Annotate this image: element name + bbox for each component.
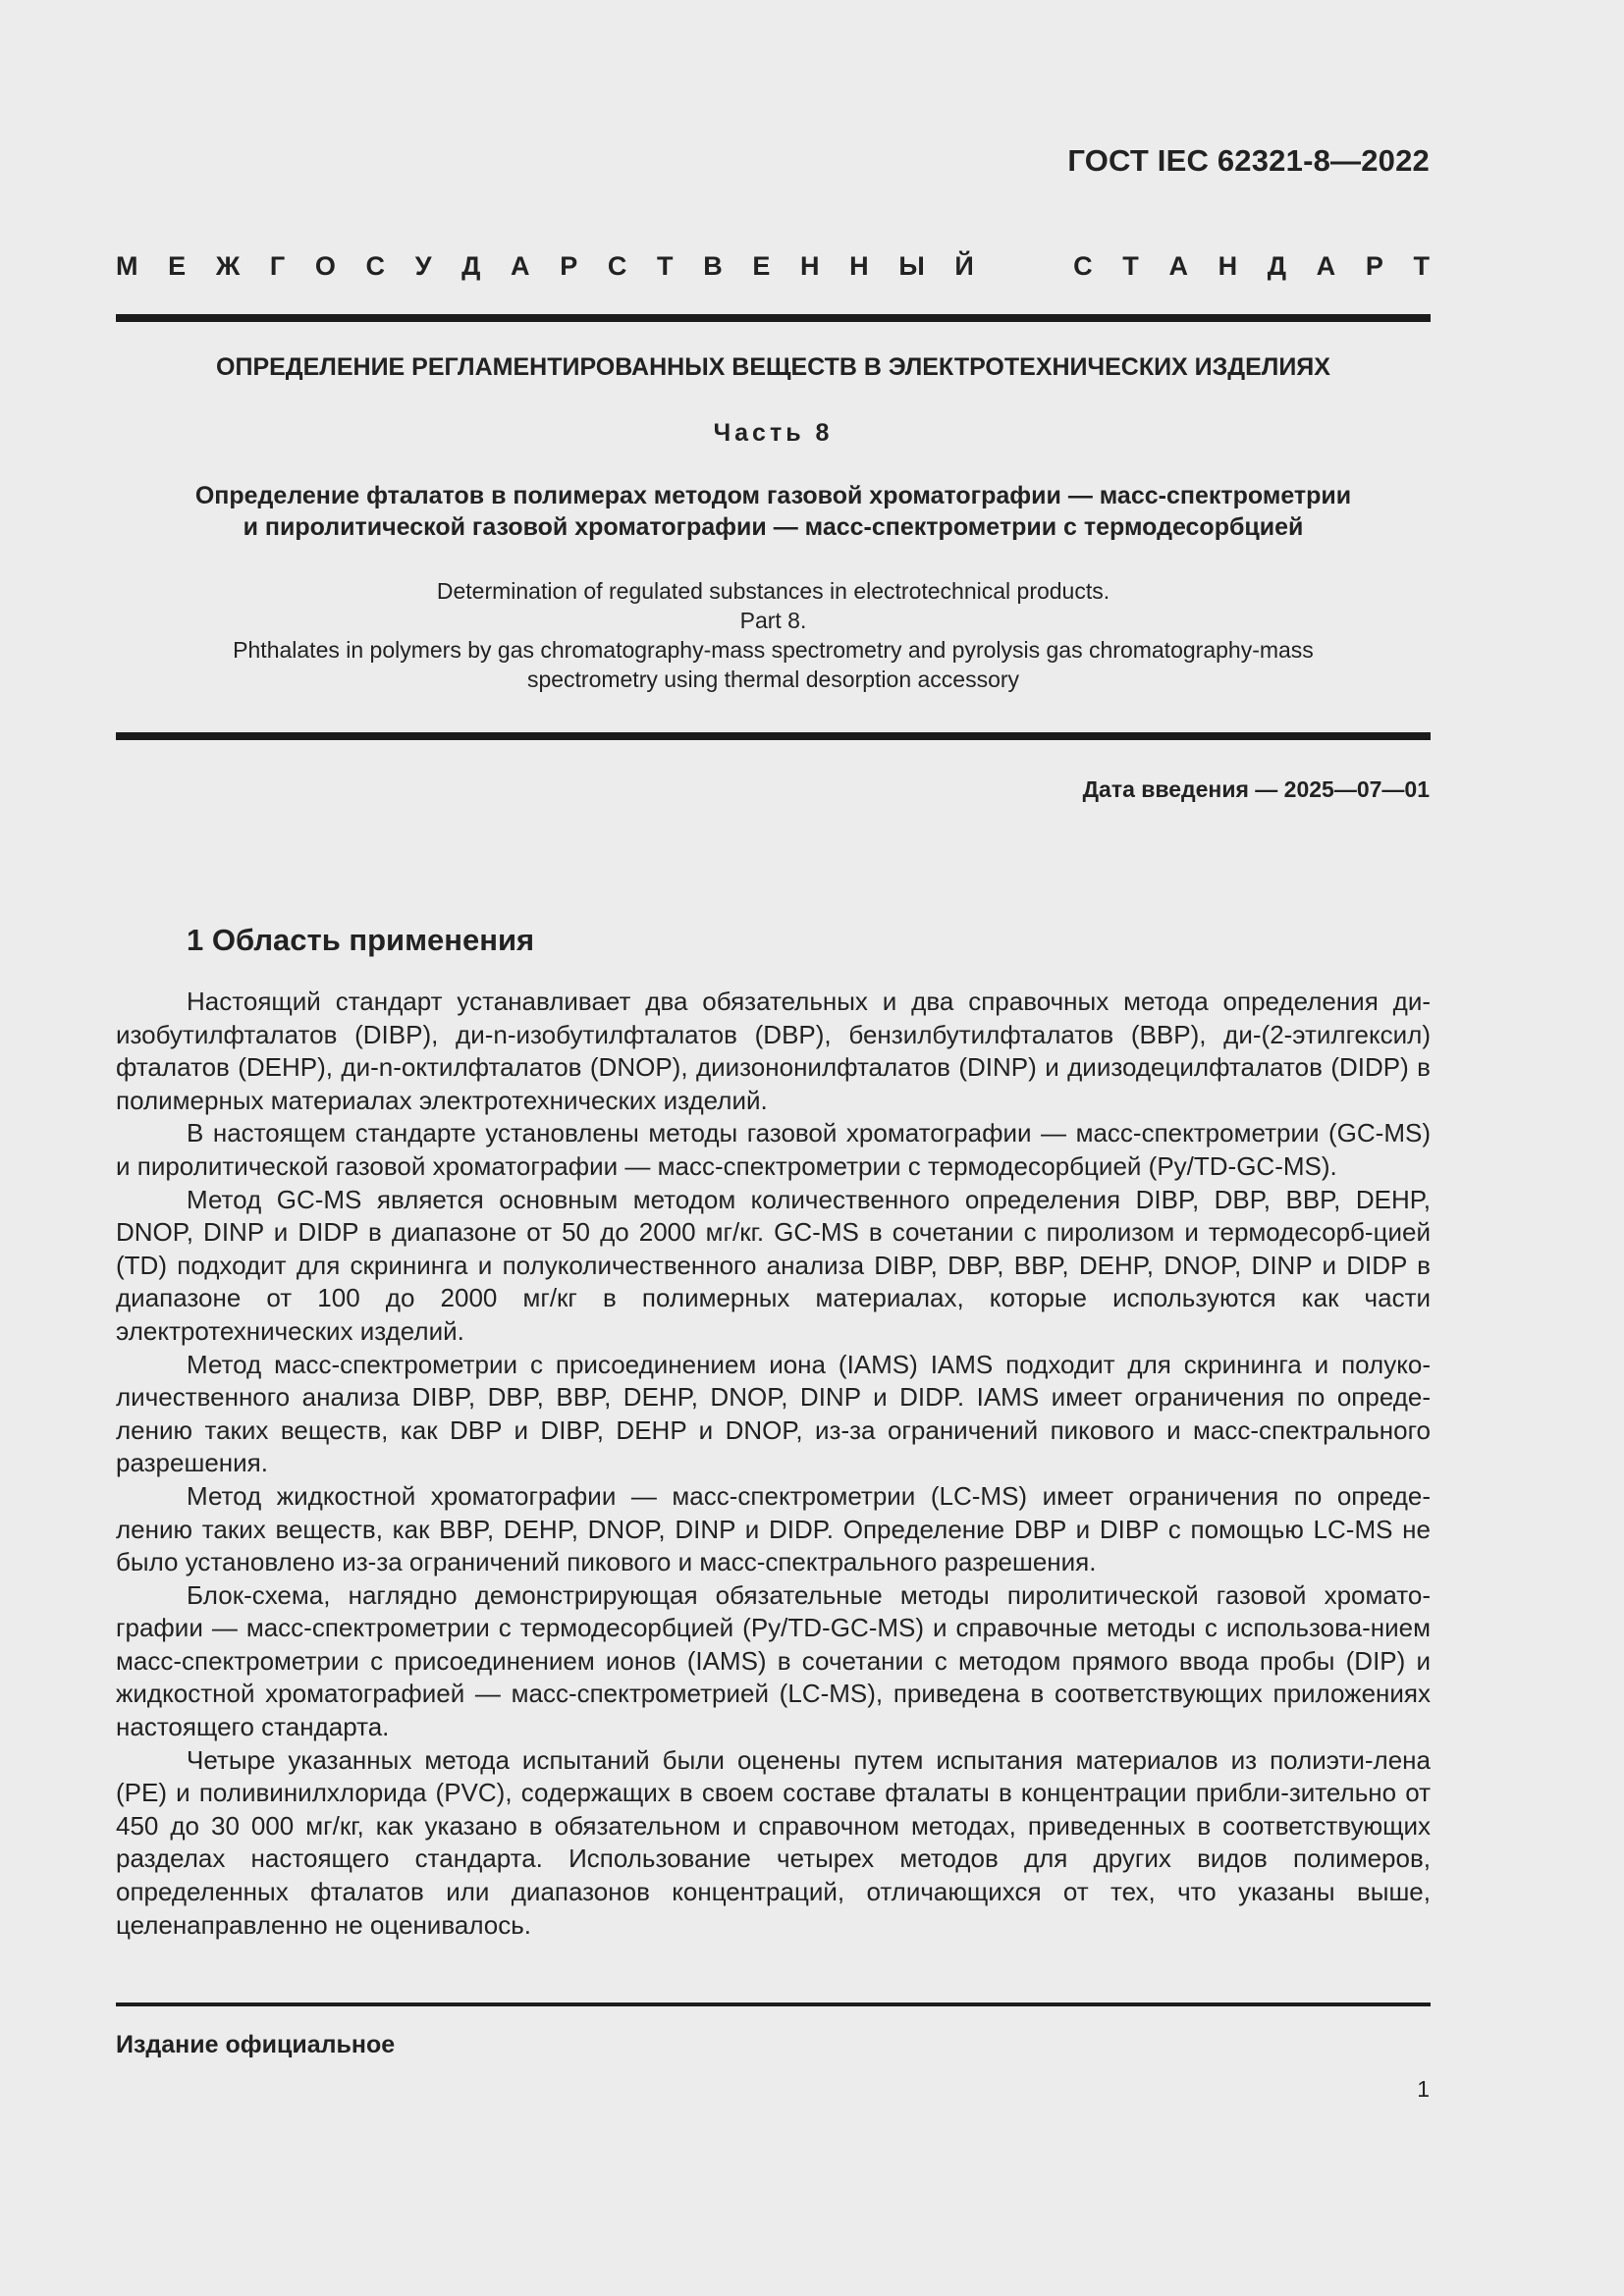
banner-letter: Т: [657, 251, 674, 281]
paragraph: Четыре указанных метода испытаний были оценены путем испытания материалов из полиэти-лена (PE) и поливинилхлорида (PVC), содержащих в своем составе фталаты в концентрации прибли-зительно от 450 до 30 000 мг/кг, как указано в обязательном и справочном методах, приведенных в соответствующих разделах настоящего стандарта. Использование четырех методов для других видов полимеров, определенных фталатов или диапазонов концентраций, отличающихся от тех, что указаны выше, целенаправленно не оценивалось.: [116, 1744, 1431, 1940]
paragraph: Метод GC-MS является основным методом количественного определения DIBP, DBP, BBP, DEHP, DNOP, DINP и DIDP в диапазоне от 50 до 2000 мг/кг. GC-MS в сочетании с пиролизом и термодесорб-цией (TD) подходит для скрининга и полуколичественного анализа DIBP, DBP, BBP, DEHP, DNOP, DINP и DIDP в диапазоне от 100 до 2000 мг/кг в полимерных материалах, которые используются как части электротехнических изделий.: [116, 1184, 1431, 1346]
english-title-line-2: Part 8.: [739, 608, 807, 633]
banner-letter: А: [1168, 251, 1188, 281]
page-number: 1: [1417, 2076, 1430, 2102]
banner-word-gap: [1003, 251, 1043, 282]
english-title-line-1: Determination of regulated substances in electrotechnical products.: [436, 578, 1110, 604]
banner-letter: Й: [954, 251, 974, 281]
part-label: Часть 8: [713, 419, 834, 447]
banner-letter: Н: [800, 251, 820, 281]
subtitle-line-1: Определение фталатов в полимерах методом газовой хроматографии — масс-спектрометрии: [194, 482, 1352, 509]
paragraph: Настоящий стандарт устанавливает два обязательных и два справочных метода определения ди-изобутилфталатов (DIBP), ди-n-изобутилфталатов (DBP), бензилбутилфталатов (BBP), ди-(2-этилгексил) фталатов (DEHP), ди-n-октилфталатов (DNOP), диизононилфталатов (DINP) и диизодецилфталатов (DIDP) в полимерных материалах электротехнических изделий.: [116, 987, 1431, 1115]
banner-letter: С: [607, 251, 627, 281]
introduction-date: Дата введения — 2025—07—01: [1082, 776, 1430, 802]
paragraph: В настоящем стандарте установлены методы газовой хроматографии — масс-спектрометрии (GC-MS) и пиролитической газовой хроматографии — масс-спектрометрии с термодесорбцией (Py/TD-GC-MS).: [116, 1118, 1431, 1181]
banner-letter: Е: [168, 251, 187, 281]
banner-letter: Т: [1122, 251, 1139, 281]
paragraph: Блок-схема, наглядно демонстрирующая обязательные методы пиролитической газовой хромато-графии — масс-спектрометрии с термодесорбцией (Py/TD-GC-MS) и справочные методы с использова-нием масс-спектрометрии с присоединением ионов (IAMS) в сочетании с методом прямого ввода пробы (DIP) и жидкостной хроматографией — масс-спектрометрией (LC-MS), приведена в соответствующих приложениях настоящего стандарта.: [116, 1579, 1431, 1742]
banner-letter: М: [116, 251, 138, 281]
document-number: ГОСТ IEC 62321-8—2022: [1067, 143, 1430, 178]
banner-letter: С: [1073, 251, 1093, 281]
banner-letter: Р: [1365, 251, 1383, 281]
document-title: ОПРЕДЕЛЕНИЕ РЕГЛАМЕНТИРОВАННЫХ ВЕЩЕСТВ В ЭЛЕКТРОТЕХНИЧЕСКИХ ИЗДЕЛИЯХ: [216, 353, 1330, 381]
banner-letter: Н: [849, 251, 869, 281]
english-title-line-3: Phthalates in polymers by gas chromatography-mass spectrometry and pyrolysis gas chromatography-mass: [233, 637, 1314, 663]
banner-letter: О: [314, 251, 336, 281]
banner-letter: Ж: [215, 251, 241, 281]
section-heading: 1 Область применения: [187, 923, 535, 957]
banner-letter: Р: [560, 251, 578, 281]
banner-letter: Н: [1218, 251, 1238, 281]
banner-letter: В: [703, 251, 723, 281]
banner-letter: Е: [752, 251, 771, 281]
english-title-line-4: spectrometry using thermal desorption accessory: [526, 667, 1020, 692]
banner-letter: Ы: [898, 251, 925, 281]
banner-letter: А: [511, 251, 530, 281]
paragraph: Метод масс-спектрометрии с присоединением иона (IAMS) IAMS подходит для скрининга и полуко-личественного анализа DIBP, DBP, BBP, DEHP, DNOP, DINP и DIDP. IAMS имеет ограничения по опреде-лению таких веществ, как DBP и DIBP, DEHP и DNOP, из-за ограничений пикового и масс-спектрального разрешения.: [116, 1349, 1431, 1478]
banner-letter: Т: [1413, 251, 1430, 281]
top-divider: [116, 314, 1431, 322]
section-body: [116, 986, 1431, 1942]
english-title: [116, 576, 1431, 694]
subtitle-line-2: и пиролитической газовой хроматографии — масс-спектрометрии с термодесорбцией: [243, 513, 1304, 541]
banner-letter: А: [1316, 251, 1336, 281]
footer-divider: [116, 2002, 1431, 2006]
banner-letter: Д: [1267, 251, 1287, 281]
document-subtitle: [116, 480, 1431, 543]
banner-letter: У: [414, 251, 432, 281]
paragraph: Метод жидкостной хроматографии — масс-спектрометрии (LC-MS) имеет ограничения по опреде-лению таких веществ, как BBP, DEHP, DNOP, DINP и DIDP. Определение DBP и DIBP с помощью LC-MS не было установлено из-за ограничений пикового и масс-спектрального разрешения.: [116, 1480, 1431, 1577]
banner-letter: Г: [269, 251, 286, 281]
banner-letter: Д: [461, 251, 481, 281]
title-bottom-divider: [116, 732, 1431, 740]
edition-label: Издание официальное: [116, 2031, 396, 2058]
banner-letter: С: [365, 251, 386, 281]
standard-type-banner: [116, 251, 1430, 282]
